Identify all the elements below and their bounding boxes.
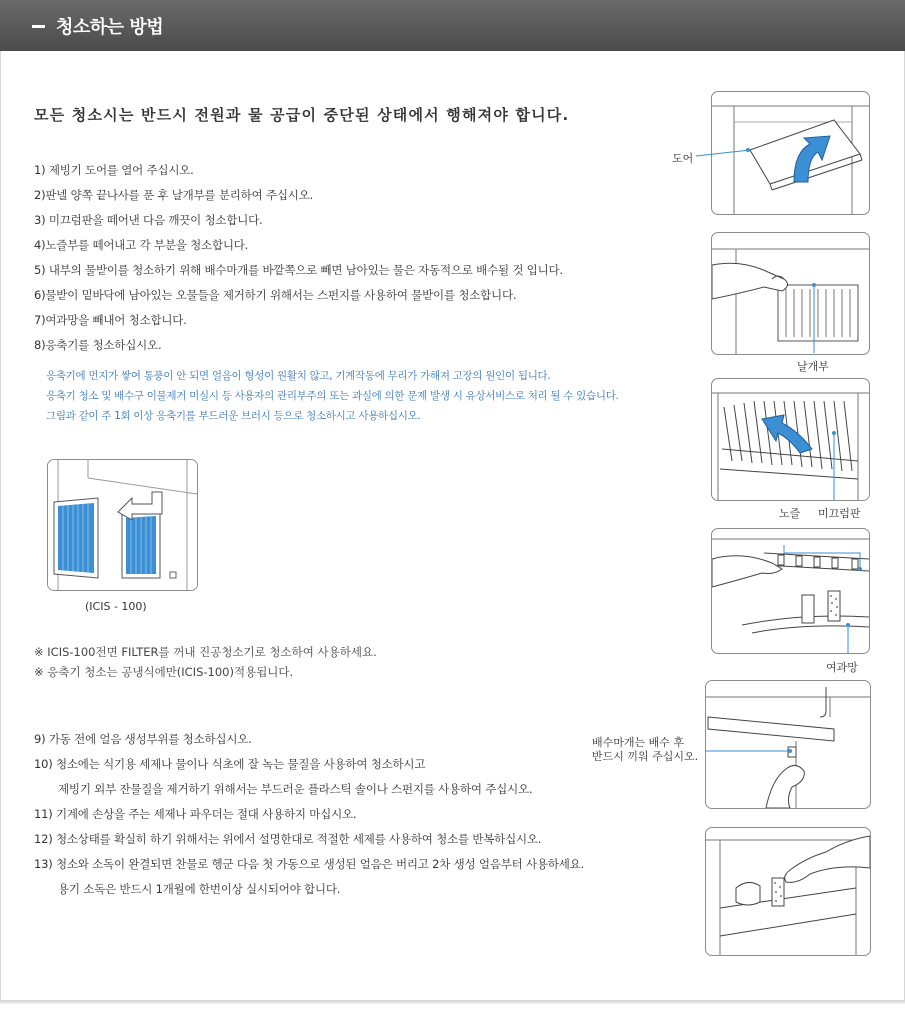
step-item: 4)노즐부를 떼어내고 각 부분을 청소합니다. — [34, 238, 249, 252]
reference-note: ※ 응축기 청소는 공냉식에만(ICIS-100)적용됩니다. — [34, 665, 294, 679]
bottom-cleaning-illustration — [705, 827, 871, 956]
step-item: 9) 가동 전에 얼음 생성부위를 청소하십시오. — [34, 732, 252, 746]
callout-line — [692, 146, 752, 158]
step-item: 8)응축기를 청소하십시오. — [34, 338, 162, 352]
frame-bottom-shadow — [0, 1001, 905, 1004]
filter-illustration — [47, 459, 198, 591]
step-item: 1) 제빙기 도어를 열어 주십시오. — [34, 163, 194, 177]
nozzle-illustration — [711, 528, 870, 654]
step-item: 11) 기계에 손상을 주는 세제나 파우더는 절대 사용하지 마십시오. — [34, 807, 357, 821]
condenser-note: 응축기 청소 및 배수구 이물제거 미실시 등 사용자의 관리부주의 또는 과실에 의한 문제 발생 시 유상서비스로 처리 될 수 있습니다. — [46, 390, 619, 402]
filter-caption: (ICIS - 100) — [85, 600, 147, 613]
step-item: 3) 미끄럼판을 떼어낸 다음 깨끗이 청소합니다. — [34, 213, 263, 227]
header-dash-icon — [32, 25, 45, 28]
slide-plate-illustration — [711, 378, 870, 501]
label-filter-net: 여과망 — [826, 661, 858, 674]
label-drain-line1: 배수마개는 배수 후 — [592, 736, 685, 749]
label-wing: 날개부 — [797, 360, 829, 373]
condenser-note: 응축기에 먼지가 쌓여 통풍이 안 되면 얼음이 형성이 원활치 않고, 기계작동에 무리가 가해져 고장의 원인이 됩니다. — [46, 370, 551, 382]
step-item: 2)판넬 양쪽 끝나사를 푼 후 날개부를 분리하여 주십시오. — [34, 188, 314, 202]
drain-plug-illustration — [705, 680, 871, 809]
step-item: 10) 청소에는 식기용 세제나 물이나 식초에 잘 녹는 물질을 사용하여 청소하시고 — [34, 757, 426, 771]
step-item: 제빙기 외부 잔물질을 제거하기 위해서는 부드러운 플라스틱 솔이나 스펀지를 사용하여 주십시오. — [58, 782, 533, 796]
label-drain-line2: 반드시 끼워 주십시오. — [592, 750, 699, 763]
safety-headline: 모든 청소시는 반드시 전원과 물 공급이 중단된 상태에서 행해져야 합니다. — [34, 106, 570, 124]
step-item: 12) 청소상태를 확실히 하기 위해서는 위에서 설명한대로 적절한 세제를 사용하여 청소를 반복하십시오. — [34, 832, 542, 846]
step-item: 용기 소독은 반드시 1개월에 한번이상 실시되어야 합니다. — [58, 882, 341, 896]
label-door: 도어 — [672, 152, 694, 165]
step-item: 7)여과망을 빼내어 청소합니다. — [34, 313, 187, 327]
section-header — [0, 0, 905, 51]
reference-note: ※ ICIS-100전면 FILTER를 꺼내 진공청소기로 청소하여 사용하세요. — [34, 645, 377, 659]
step-item: 13) 청소와 소독이 완결되면 찬물로 헹군 다음 첫 가동으로 생성된 얼음은 버리고 2차 생성 얼음부터 사용하세요. — [34, 857, 585, 871]
step-item: 6)물받이 밑바닥에 남아있는 오물들을 제거하기 위해서는 스펀지를 사용하여 물받이를 청소합니다. — [34, 288, 517, 302]
section-title: 청소하는 방법 — [56, 17, 164, 38]
step-item: 5) 내부의 물받이를 청소하기 위해 배수마개를 바깥쪽으로 빼면 남아있는 물은 자동적으로 배수될 것 입니다. — [34, 263, 563, 277]
label-nozzle: 노즐 — [779, 507, 801, 520]
wing-illustration — [711, 232, 870, 355]
condenser-note: 그림과 같이 주 1회 이상 응축기를 부드러운 브러시 등으로 청소하시고 사용하십시오. — [46, 410, 421, 422]
label-slide-plate: 미끄럼판 — [818, 507, 861, 520]
